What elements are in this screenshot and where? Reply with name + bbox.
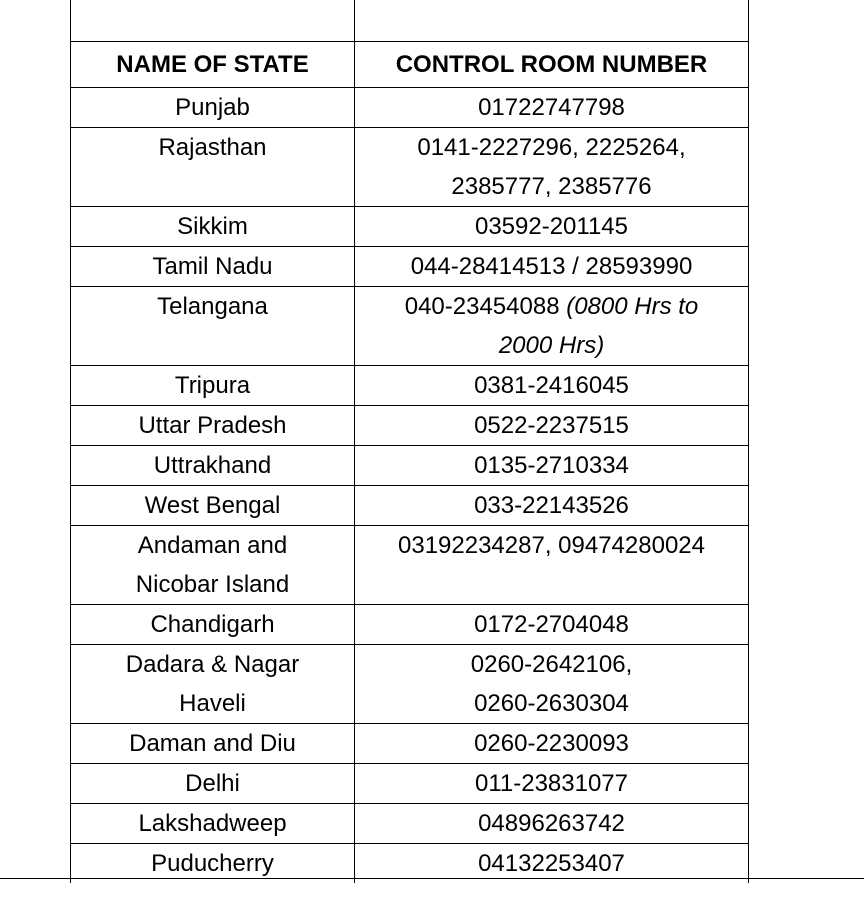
state-name: Andaman and bbox=[137, 532, 288, 559]
table-row bbox=[71, 526, 749, 605]
number-cell bbox=[355, 207, 749, 247]
control-room-number: 03192234287, 09474280024 bbox=[398, 532, 705, 559]
header-control-room-number: CONTROL ROOM NUMBER bbox=[355, 42, 749, 88]
table-row bbox=[71, 207, 749, 247]
number-cell bbox=[355, 645, 749, 724]
state-cell bbox=[71, 764, 355, 804]
table-row bbox=[71, 605, 749, 645]
state-cell bbox=[71, 247, 355, 287]
state-name: Chandigarh bbox=[150, 611, 275, 638]
number-cell bbox=[355, 605, 749, 645]
number-cell bbox=[355, 764, 749, 804]
number-cell bbox=[355, 406, 749, 446]
state-name: Nicobar Island bbox=[135, 571, 290, 598]
control-room-number: 0135-2710334 bbox=[474, 452, 629, 479]
state-cell bbox=[71, 486, 355, 526]
hours-note: 2000 Hrs) bbox=[498, 332, 605, 359]
table-row bbox=[71, 804, 749, 844]
spacer-cell bbox=[71, 0, 355, 42]
state-cell bbox=[71, 605, 355, 645]
number-cell bbox=[355, 526, 749, 605]
control-room-number: 033-22143526 bbox=[474, 492, 629, 519]
number-line bbox=[363, 287, 740, 326]
control-room-number: 04896263742 bbox=[478, 810, 625, 837]
hours-note: (0800 Hrs to bbox=[566, 293, 699, 320]
control-room-number: 03592-201145 bbox=[474, 213, 629, 240]
state-cell bbox=[71, 724, 355, 764]
control-room-number: 0260-2630304 bbox=[474, 690, 629, 717]
number-cell bbox=[355, 366, 749, 406]
state-cell bbox=[71, 406, 355, 446]
page-bottom-rule bbox=[0, 878, 864, 879]
state-name: Tripura bbox=[174, 372, 251, 399]
spacer-cell bbox=[355, 0, 749, 42]
table-row bbox=[71, 366, 749, 406]
state-name: Dadara & Nagar bbox=[125, 651, 300, 678]
control-room-number: 0141-2227296, 2225264, bbox=[417, 134, 686, 161]
state-name: Rajasthan bbox=[158, 134, 267, 161]
number-cell bbox=[355, 804, 749, 844]
table-row bbox=[71, 724, 749, 764]
table-row bbox=[71, 128, 749, 207]
number-cell bbox=[355, 88, 749, 128]
control-room-number: 2385777, 2385776 bbox=[451, 173, 652, 200]
table-top-spacer-row bbox=[71, 0, 749, 42]
table-row bbox=[71, 88, 749, 128]
state-cell bbox=[71, 128, 355, 207]
state-name: Haveli bbox=[179, 690, 246, 717]
state-name: Punjab bbox=[175, 94, 250, 121]
control-room-number: 044-28414513 / 28593990 bbox=[410, 253, 693, 280]
table-row bbox=[71, 287, 749, 366]
control-room-number: 011-23831077 bbox=[474, 770, 629, 797]
control-room-table bbox=[70, 0, 749, 883]
state-name: Puducherry bbox=[151, 850, 274, 877]
table-row bbox=[71, 406, 749, 446]
state-name: Sikkim bbox=[177, 213, 248, 240]
control-room-number: 0381-2416045 bbox=[474, 372, 629, 399]
table-row bbox=[71, 645, 749, 724]
control-room-number: 0172-2704048 bbox=[474, 611, 629, 638]
header-state: NAME OF STATE bbox=[71, 42, 355, 88]
number-cell bbox=[355, 247, 749, 287]
number-cell bbox=[355, 724, 749, 764]
state-cell bbox=[71, 366, 355, 406]
control-room-number: 0522-2237515 bbox=[474, 412, 629, 439]
table-header-row bbox=[71, 42, 749, 88]
state-cell bbox=[71, 526, 355, 605]
control-room-number: 04132253407 bbox=[478, 850, 625, 877]
table-row bbox=[71, 247, 749, 287]
control-room-number: 0260-2642106, bbox=[470, 651, 633, 678]
number-cell bbox=[355, 128, 749, 207]
state-cell bbox=[71, 645, 355, 724]
table-row bbox=[71, 764, 749, 804]
number-cell bbox=[355, 486, 749, 526]
table-row bbox=[71, 486, 749, 526]
table-row bbox=[71, 446, 749, 486]
number-cell bbox=[355, 287, 749, 366]
state-cell bbox=[71, 804, 355, 844]
state-cell bbox=[71, 207, 355, 247]
control-room-number: 040-23454088 bbox=[404, 293, 567, 320]
number-cell bbox=[355, 446, 749, 486]
state-name: Lakshadweep bbox=[138, 810, 287, 837]
state-cell bbox=[71, 446, 355, 486]
state-cell bbox=[71, 88, 355, 128]
state-name: Uttar Pradesh bbox=[138, 412, 287, 439]
state-name: Telangana bbox=[157, 293, 268, 320]
state-name: Delhi bbox=[185, 770, 240, 797]
state-cell bbox=[71, 287, 355, 366]
control-room-number: 01722747798 bbox=[478, 94, 625, 121]
state-name: Daman and Diu bbox=[129, 730, 296, 757]
state-name: Tamil Nadu bbox=[152, 253, 273, 280]
state-name: West Bengal bbox=[144, 492, 281, 519]
control-room-number: 0260-2230093 bbox=[474, 730, 629, 757]
state-name: Uttrakhand bbox=[153, 452, 272, 479]
